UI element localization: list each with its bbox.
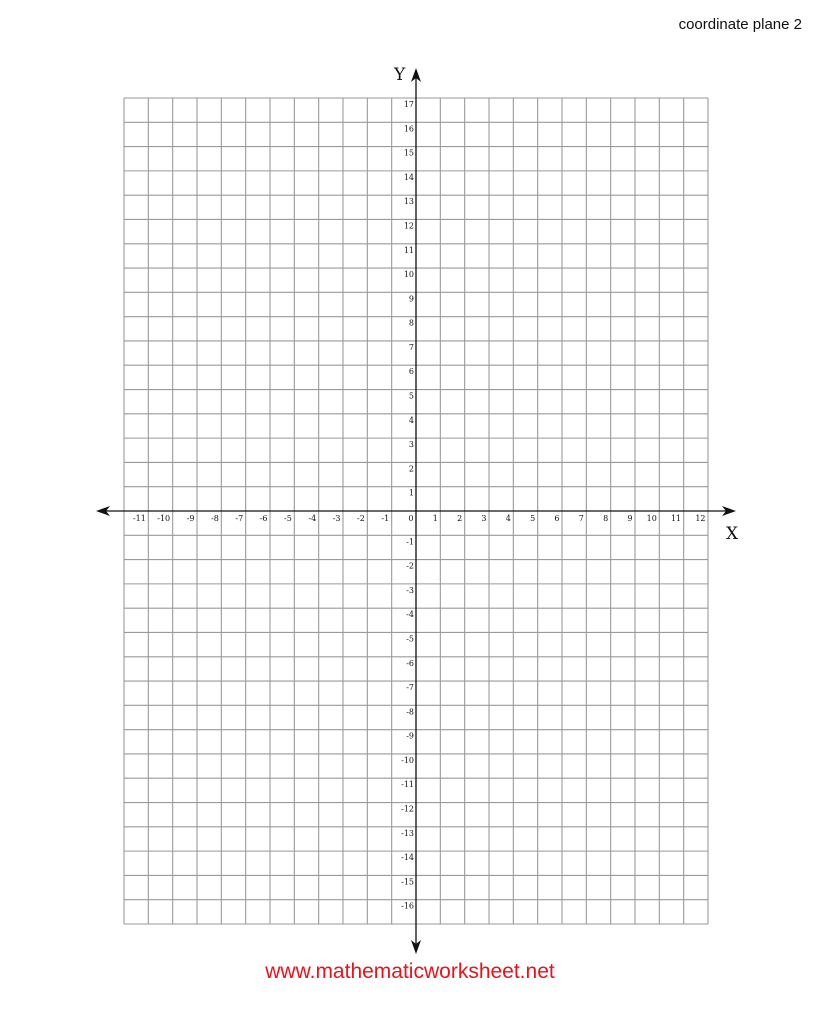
x-tick-label: 6 (554, 514, 560, 523)
axes (96, 68, 736, 954)
y-tick-label: -8 (406, 707, 414, 717)
x-tick-label: -3 (332, 514, 341, 523)
x-tick-label: -5 (284, 514, 292, 523)
y-tick-labels (401, 100, 414, 911)
y-tick-label: -5 (406, 634, 414, 644)
x-tick-label: 2 (457, 514, 463, 523)
x-tick-label: 12 (695, 514, 706, 523)
x-tick-label: 11 (670, 514, 682, 523)
y-tick-label: 2 (408, 464, 414, 474)
y-tick-label: 14 (403, 172, 414, 182)
x-tick-label: -10 (157, 514, 171, 523)
y-tick-label: 3 (408, 440, 414, 450)
x-tick-label: -1 (381, 514, 390, 523)
website-link[interactable]: www.mathematicworksheet.net (265, 960, 555, 983)
x-axis-label: X (726, 524, 739, 544)
x-tick-label: 8 (603, 514, 609, 523)
y-tick-label: -6 (406, 658, 414, 668)
y-tick-label: -4 (406, 610, 414, 620)
x-tick-label: -11 (132, 514, 146, 523)
y-tick-label: 5 (408, 391, 414, 401)
page-title: coordinate plane 2 (678, 16, 802, 33)
y-tick-label: 15 (403, 148, 414, 158)
y-tick-label: 12 (403, 221, 414, 231)
y-tick-label: 1 (408, 488, 414, 498)
y-tick-label: 13 (403, 197, 414, 207)
y-tick-label: -9 (406, 731, 414, 741)
y-tick-label: -15 (401, 877, 414, 887)
y-tick-label: 17 (403, 100, 414, 109)
x-tick-label: -9 (186, 514, 195, 523)
y-tick-label: 6 (408, 367, 414, 377)
x-tick-label: 7 (578, 514, 584, 523)
x-tick-label: 1 (432, 514, 438, 523)
y-tick-label: -10 (401, 755, 414, 765)
y-tick-label: 16 (403, 124, 414, 134)
y-tick-label: 9 (408, 294, 414, 304)
y-tick-label: -12 (401, 804, 414, 814)
x-tick-labels (133, 514, 706, 523)
y-tick-label: -16 (401, 901, 414, 911)
y-tick-label: -7 (406, 683, 414, 693)
y-tick-label: -1 (406, 537, 414, 547)
y-tick-label: 4 (408, 415, 414, 425)
x-tick-label: 0 (408, 514, 414, 523)
x-tick-label: -4 (308, 514, 317, 523)
x-tick-label: 5 (530, 514, 536, 523)
y-tick-label: 10 (403, 270, 414, 280)
x-tick-label: -2 (357, 514, 365, 523)
x-tick-label: 4 (505, 514, 511, 523)
y-tick-label: -11 (401, 780, 414, 790)
x-tick-label: 3 (481, 514, 487, 523)
x-tick-label: -8 (211, 514, 219, 523)
x-tick-label: -6 (259, 514, 268, 523)
y-tick-label: -14 (401, 853, 414, 863)
y-tick-label: -2 (406, 561, 414, 571)
x-tick-label: 10 (646, 514, 657, 523)
x-tick-label: -7 (235, 514, 244, 523)
x-tick-label: 9 (627, 514, 633, 523)
y-tick-label: -13 (401, 828, 414, 838)
y-tick-label: 8 (408, 318, 414, 328)
y-axis-label: Y (394, 65, 406, 85)
y-tick-label: 11 (403, 245, 414, 255)
y-tick-label: -3 (406, 585, 414, 595)
y-tick-label: 7 (408, 342, 414, 352)
